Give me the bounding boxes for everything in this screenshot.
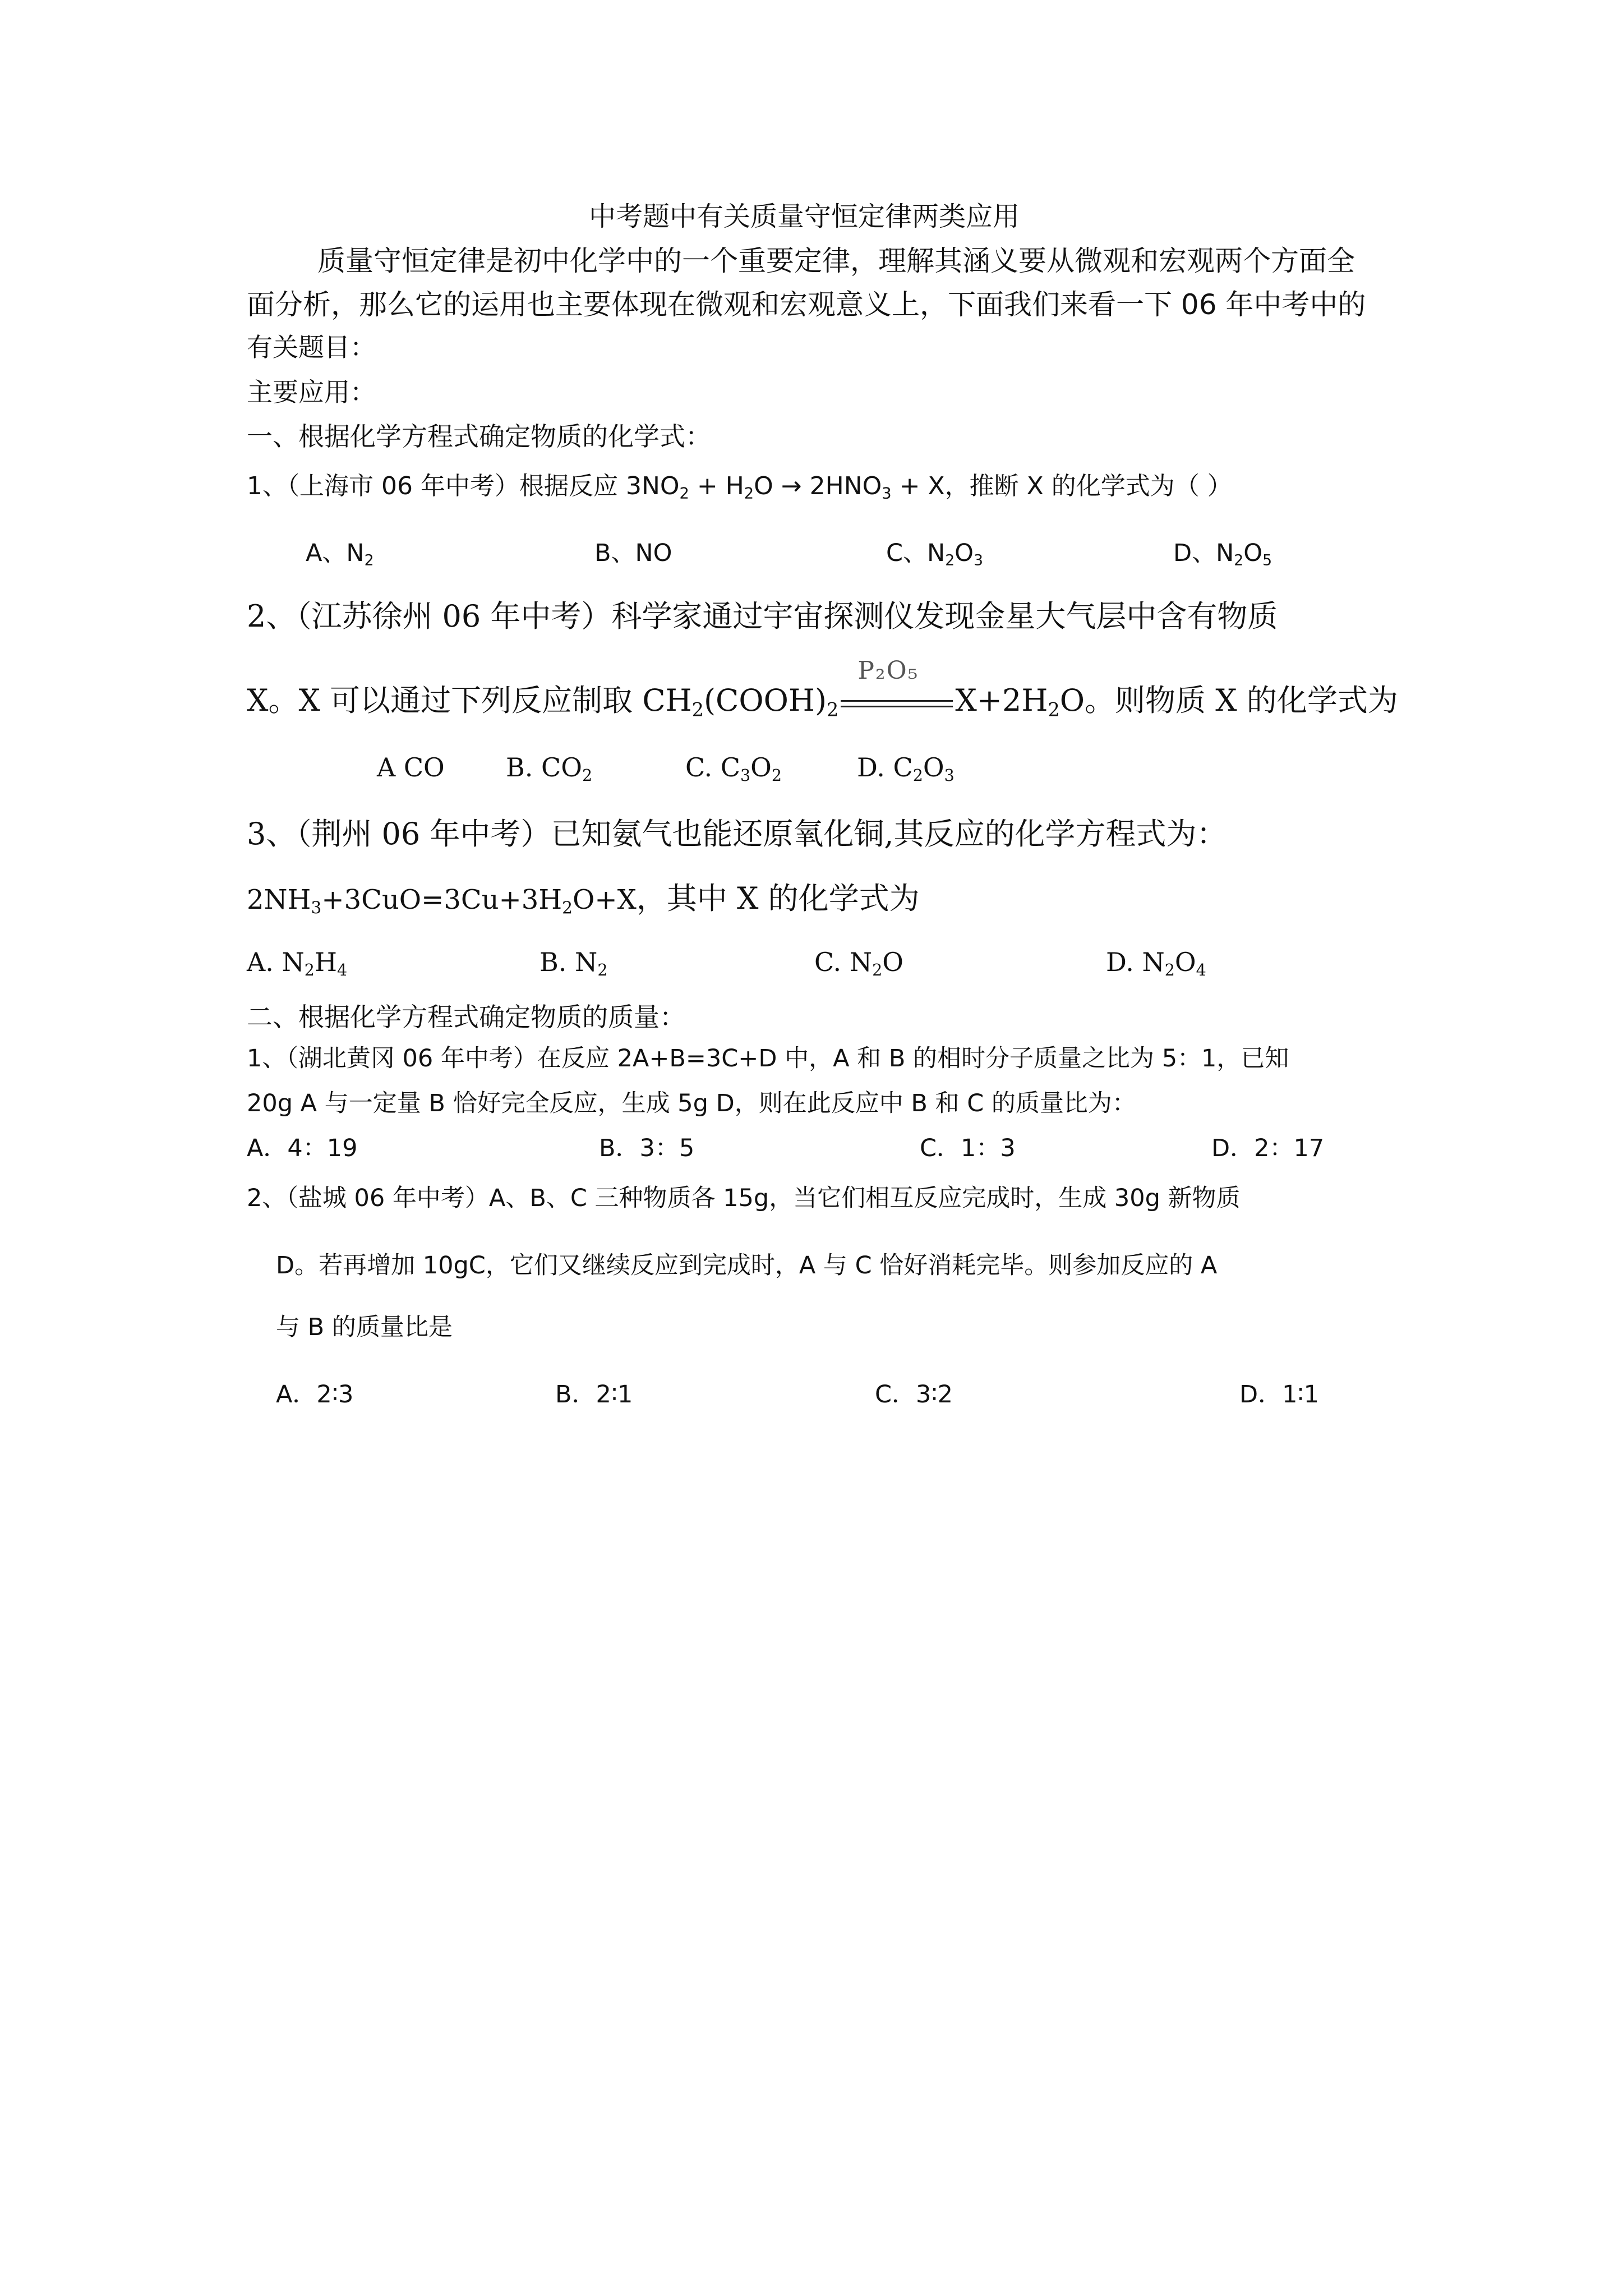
s2-q1-line-2: 20g A 与一定量 B 恰好完全反应，生成 5g D，则在此反应中 B 和 C 的质量比为： [247,1089,1136,1117]
s2-q2-line-3: 与 B 的质量比是 [276,1313,453,1341]
s1-q2-line-2 [247,656,1398,721]
s1-q1-option-d: D、$N_2O_5$ [1173,539,1272,569]
intro-line-2: 面分析，那么它的运用也主要体现在微观和宏观意义上，下面我们来看一下 06 年中考中的 [247,288,1366,321]
s2-q1-option-a: A．4：19 [247,1134,358,1162]
s1-q2-reactant: $CH_2(COOH)_2$ [642,683,839,721]
s1-q2-option-b: B. $CO_2$ [506,752,593,785]
s2-q1-option-c: C．1：3 [920,1134,1016,1162]
s2-q2-option-b: B．2∶1 [555,1381,633,1409]
s1-q3-option-d: D. $N_2O_4$ [1106,947,1206,979]
intro-line-3: 有关题目： [247,332,376,362]
intro-line-1: 质量守恒定律是初中化学中的一个重要定律，理解其涵义要从微观和宏观两个方面全 [317,245,1355,277]
section2-heading: 二、根据化学方程式确定物质的质量： [247,1002,685,1032]
s2-q1-option-d: D．2：17 [1211,1134,1325,1162]
s1-q1-option-b: B、NO [594,539,672,567]
s1-q3-line2-suffix: ，其中 X 的化学式为 [636,881,920,916]
s1-q2-line2-prefix: X。X 可以通过下列反应制取 [247,683,643,718]
s2-q1-line-1: 1、（湖北黄冈 06 年中考）在反应 2A+B=3C+D 中，A 和 B 的相时分子质量之比为 5：1，已知 [247,1045,1289,1073]
s1-q1-suffix: ，推断 X 的化学式为（ ） [944,472,1232,500]
s1-q2-products: $X+2H_2O$ [955,683,1085,721]
s1-q1-equation: $3NO_2 + H_2O \to 2HNO_3 + X$ [625,472,945,503]
s1-q1-option-c: C、$N_2O_3$ [886,539,983,569]
section1-heading: 一、根据化学方程式确定物质的化学式： [247,421,711,452]
s1-q2-reaction-arrow [841,656,953,718]
s2-q2-line-1: 2、（盐城 06 年中考）A、B、C 三种物质各 15g，当它们相互反应完成时，生成 30g 新物质 [247,1184,1241,1212]
s2-q2-option-a: A．2∶3 [276,1381,354,1409]
s2-q2-line-2: D。若再增加 10gC，它们又继续反应到完成时，A 与 C 恰好消耗完毕。则参加反应的 A [276,1251,1218,1280]
s1-q3-line-1: 3、（荆州 06 年中考）已知氨气也能还原氧化铜,其反应的化学方程式为： [247,816,1227,852]
s1-q2-catalyst: P₂O₅ [857,656,919,685]
s1-question-1 [247,472,1232,503]
s1-q3-option-c: C. $N_2O$ [814,947,903,979]
s2-q2-option-d: D．1∶1 [1239,1381,1320,1409]
s2-q1-option-b: B．3：5 [599,1134,695,1162]
s1-q3-equation: $2NH_3+3CuO=3Cu+3H_2O+X$ [247,884,637,918]
s1-q3-line-2 [247,881,920,918]
s1-q2-option-a: A CO [377,752,445,783]
s2-q2-option-c: C．3∶2 [875,1381,953,1409]
s1-q2-line-1: 2、（江苏徐州 06 年中考）科学家通过宇宙探测仪发现金星大气层中含有物质 [247,599,1278,634]
s1-q1-prefix: 1、（上海市 06 年中考）根据反应 [247,472,626,500]
main-heading: 主要应用： [247,377,376,407]
document-title: 中考题中有关质量守恒定律两类应用 [589,201,1020,232]
s1-q2-option-c: C. $C_3O_2$ [685,752,782,785]
s1-q2-line2-suffix: 。则物质 X 的化学式为 [1085,683,1398,718]
s1-q1-option-a: A、$N_2$ [306,539,374,569]
s1-q2-option-d: D. $C_2O_3$ [857,752,955,785]
s1-q3-option-b: B. $N_2$ [540,947,608,979]
s1-q3-option-a: A. $N_2H_4$ [247,947,348,979]
